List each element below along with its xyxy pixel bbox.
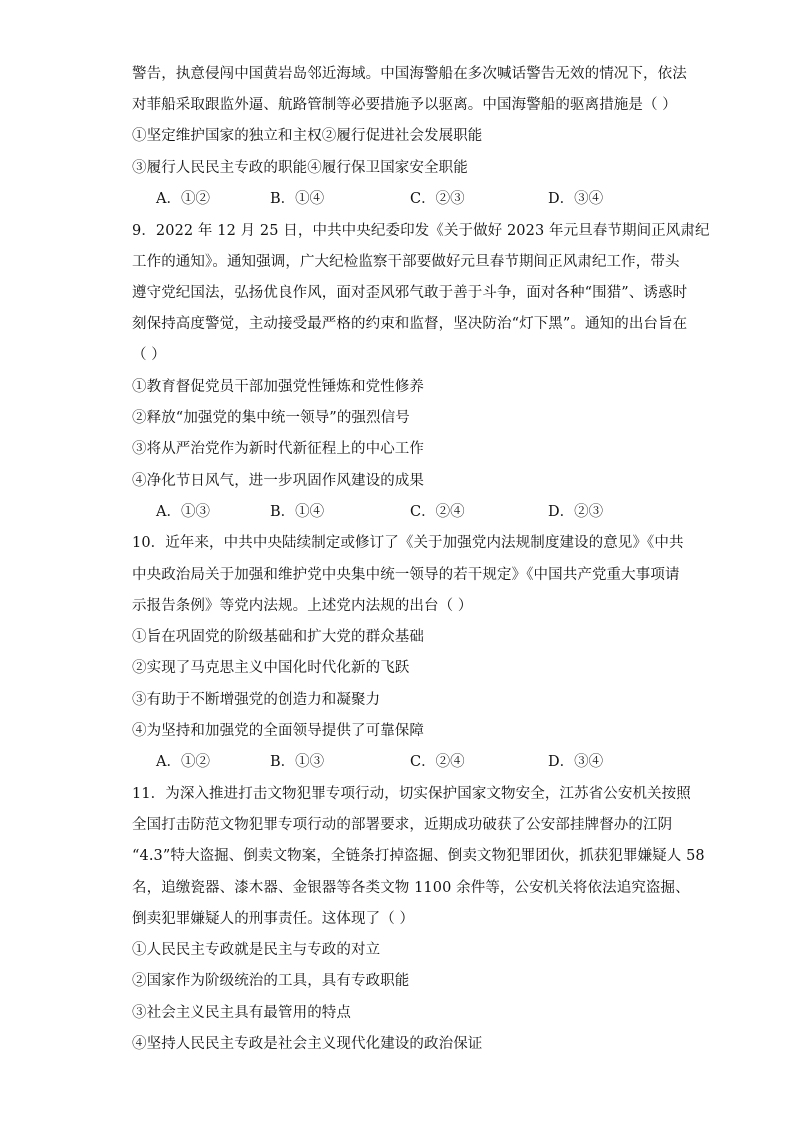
q10-stem-line: 中央政治局关于加强和维护党中央集中统一领导的若干规定》《中国共产党重大事项请 xyxy=(132,567,680,583)
q11-statement-line: ④坚持人民民主专政是社会主义现代化建设的政治保证 xyxy=(132,1036,483,1052)
q9-statement-line: ①教育督促党员干部加强党性锤炼和党性修养 xyxy=(132,379,424,395)
q11-statement-line: ③社会主义民主具有最管用的特点 xyxy=(132,1005,351,1021)
q8-stem-line: 警告，执意侵闯中国黄岩岛邻近海域。中国海警船在多次喊话警告无效的情况下，依法 xyxy=(132,66,687,82)
q9-stem-line: 遵守党纪国法，弘扬优良作风，面对歪风邪气敢于善于斗争，面对各种“围猎”、诱惑时 xyxy=(132,285,688,301)
q10-option-a[interactable]: A．①② xyxy=(156,754,210,770)
q11-stem-line: 全国打击防范文物犯罪专项行动的部署要求，近期成功破获了公安部挂牌督办的江阴 xyxy=(132,817,673,833)
q11-statement-line: ①人民民主专政就是民主与专政的对立 xyxy=(132,942,381,958)
q11-stem-line: 11．为深入推进打击文物犯罪专项行动，切实保护国家文物安全，江苏省公安机关按照 xyxy=(132,786,691,802)
q10-option-d[interactable]: D．③④ xyxy=(548,754,604,770)
q9-stem-line: 9．2022 年 12 月 25 日，中共中央纪委印发《关于做好 2023 年元旦春节期间正风肃纪 xyxy=(132,223,710,239)
q9-option-d[interactable]: D．②③ xyxy=(548,504,604,520)
q10-statement-line: ④为坚持和加强党的全面领导提供了可靠保障 xyxy=(132,723,424,739)
q10-stem-line: 示报告条例》等党内法规。上述党内法规的出台（ ） xyxy=(132,598,473,614)
q10-statement-line: ①旨在巩固党的阶级基础和扩大党的群众基础 xyxy=(132,629,424,645)
q9-option-a[interactable]: A．①③ xyxy=(156,504,210,520)
q8-option-a[interactable]: A．①② xyxy=(156,191,210,207)
q9-stem-line: 刻保持高度警觉，主动接受最严格的约束和监督，坚决防治“灯下黑”。通知的出台旨在 xyxy=(132,316,688,332)
q9-answer-blank: （ ） xyxy=(132,347,166,363)
q11-statement-line: ②国家作为阶级统治的工具，具有专政职能 xyxy=(132,973,410,989)
q11-stem-line: “4.3”特大盗掘、倒卖文物案，全链条打掉盗掘、倒卖文物犯罪团伙，抓获犯罪嫌疑人 58 xyxy=(132,848,705,864)
q9-stem-line: 工作的通知》。通知强调，广大纪检监察干部要做好元旦春节期间正风肃纪工作，带头 xyxy=(132,254,680,270)
q8-option-d[interactable]: D．③④ xyxy=(548,191,604,207)
q9-statement-line: ②释放“加强党的集中统一领导”的强烈信号 xyxy=(132,410,410,426)
q8-statement-line: ①坚定维护国家的独立和主权②履行促进社会发展职能 xyxy=(132,128,483,144)
q9-statement-line: ③将从严治党作为新时代新征程上的中心工作 xyxy=(132,441,424,457)
q8-option-b[interactable]: B．①④ xyxy=(270,191,325,207)
q9-option-c[interactable]: C．②④ xyxy=(410,504,465,520)
q8-stem-line: 对菲船采取跟监外逼、航路管制等必要措施予以驱离。中国海警船的驱离措施是（ ） xyxy=(132,97,677,113)
q10-option-b[interactable]: B．①③ xyxy=(270,754,325,770)
q10-stem-line: 10．近年来，中共中央陆续制定或修订了《关于加强党内法规制度建设的意见》《中共 xyxy=(132,535,684,551)
q8-option-c[interactable]: C．②③ xyxy=(410,191,465,207)
q10-statement-line: ②实现了马克思主义中国化时代化新的飞跃 xyxy=(132,660,410,676)
q10-statement-line: ③有助于不断增强党的创造力和凝聚力 xyxy=(132,692,381,708)
q9-option-b[interactable]: B．①④ xyxy=(270,504,325,520)
q11-stem-line: 倒卖犯罪嫌疑人的刑事责任。这体现了（ ） xyxy=(132,911,415,927)
q11-stem-line: 名，追缴瓷器、漆木器、金银器等各类文物 1100 余件等，公安机关将依法追究盗掘、 xyxy=(132,880,690,896)
q10-option-c[interactable]: C．②④ xyxy=(410,754,465,770)
q8-statement-line: ③履行人民民主专政的职能④履行保卫国家安全职能 xyxy=(132,160,468,176)
q9-statement-line: ④净化节日风气，进一步巩固作风建设的成果 xyxy=(132,473,424,489)
